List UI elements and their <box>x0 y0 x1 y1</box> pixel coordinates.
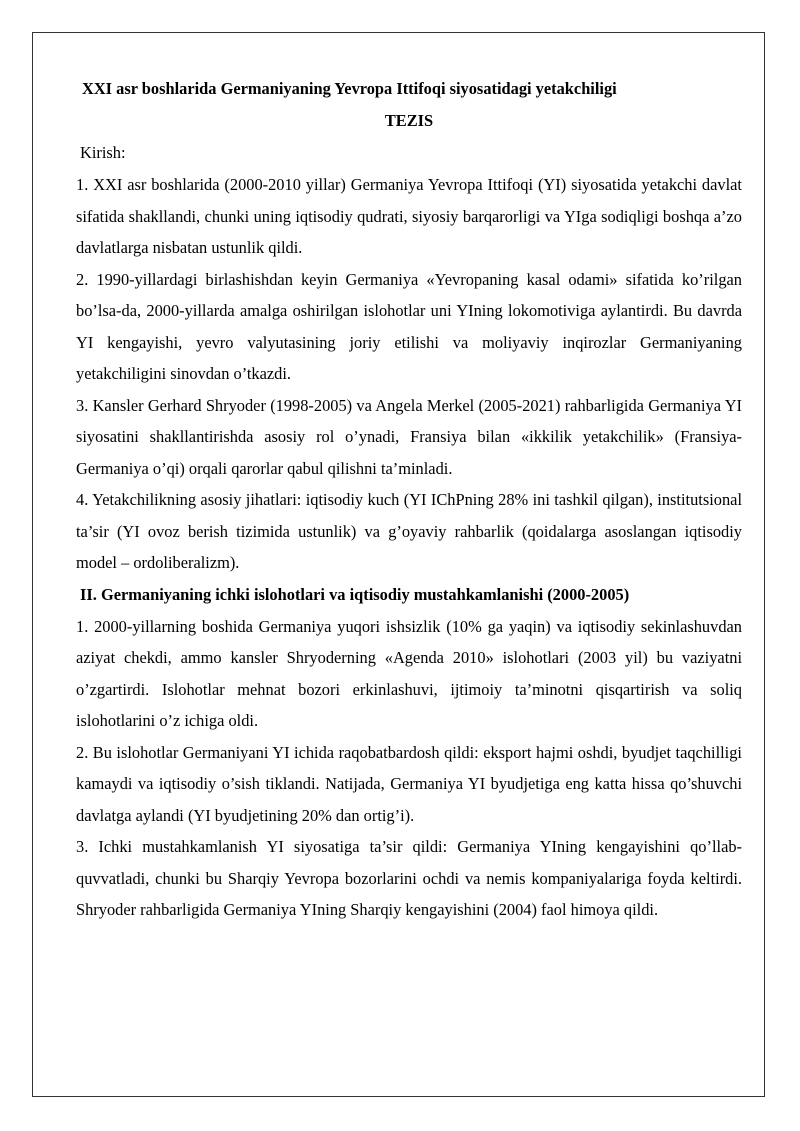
document-title: XXI asr boshlarida Germaniyaning Yevropa Ittifoqi siyosatidagi yetakchiligi <box>82 79 617 98</box>
document-body <box>76 73 742 926</box>
intro-paragraph-1: 1. XXI asr boshlarida (2000-2010 yillar) Germaniya Yevropa Ittifoqi (YI) siyosatida yetakchi davlat sifatida shakllandi, chunki uning iqtisodiy qudrati, siyosiy barqarorligi va YIga sodiqligi boshqa a’zo davlatlarga nisbatan ustunlik qildi. <box>76 175 742 257</box>
intro-paragraph-2: 2. 1990-yillardagi birlashishdan keyin Germaniya «Yevropaning kasal odami» sifatida ko’rilgan bo’lsa-da, 2000-yillarda amalga oshirilgan islohotlar uni YIning lokomotiviga aylantirdi. Bu davrda YI kengayishi, yevro valyutasining joriy etilishi va moliyaviy inqirozlar Germaniyaning yetakchiligini sinovdan o’tkazdi. <box>76 269 742 383</box>
section-2-paragraph-3: 3. Ichki mustahkamlanish YI siyosatiga ta’sir qildi: Germaniya YIning kengayishini qo’llab-quvvatladi, chunki bu Sharqiy Yevropa bozorlarini ochdi va nemis kompaniyalariga foyda keltirdi. Shryoder rahbarligida Germaniya YIning Sharqiy kengayishini (2004) faol himoya qildi. <box>76 837 742 919</box>
intro-paragraph-4: 4. Yetakchilikning asosiy jihatlari: iqtisodiy kuch (YI IChPning 28% ini tashkil qilgan), institutsional ta’sir (YI ovoz berish tizimida ustunlik) va g’oyaviy rahbarlik (qoidalarga asoslangan iqtisodiy model – ordoliberalizm). <box>76 490 742 572</box>
intro-paragraph-3: 3. Kansler Gerhard Shryoder (1998-2005) va Angela Merkel (2005-2021) rahbarligida Germaniya YI siyosatini shakllantirishda asosiy rol o’ynadi, Fransiya bilan «ikkilik yetakchilik» (Fransiya-Germaniya o’qi) orqali qarorlar qabul qilishni ta’minladi. <box>76 395 742 478</box>
section-2-paragraph-1: 1. 2000-yillarning boshida Germaniya yuqori ishsizlik (10% ga yaqin) va iqtisodiy sekinlashuvdan aziyat chekdi, ammo kansler Shryoderning «Agenda 2010» islohotlari (2003 yil) bu vaziyatni o’zgartirdi. Islohotlar mehnat bozori erkinlashuvi, ijtimoiy ta’minotni qisqartirish va soliq islohotlarini o’z ichiga oldi. <box>76 616 742 730</box>
section-2-heading: II. Germaniyaning ichki islohotlari va iqtisodiy mustahkamlanishi (2000-2005) <box>80 584 630 604</box>
section-2-paragraph-2: 2. Bu islohotlar Germaniyani YI ichida raqobatbardosh qildi: eksport hajmi oshdi, byudjet taqchilligi kamaydi va iqtisodiy o’sish tiklandi. Natijada, Germaniya YI byudjetiga eng katta hissa qo’shuvchi davlatga aylandi (YI byudjetining 20% dan ortig’i). <box>76 742 742 825</box>
document-subtitle: TEZIS <box>384 111 434 130</box>
intro-label: Kirish: <box>80 143 126 162</box>
